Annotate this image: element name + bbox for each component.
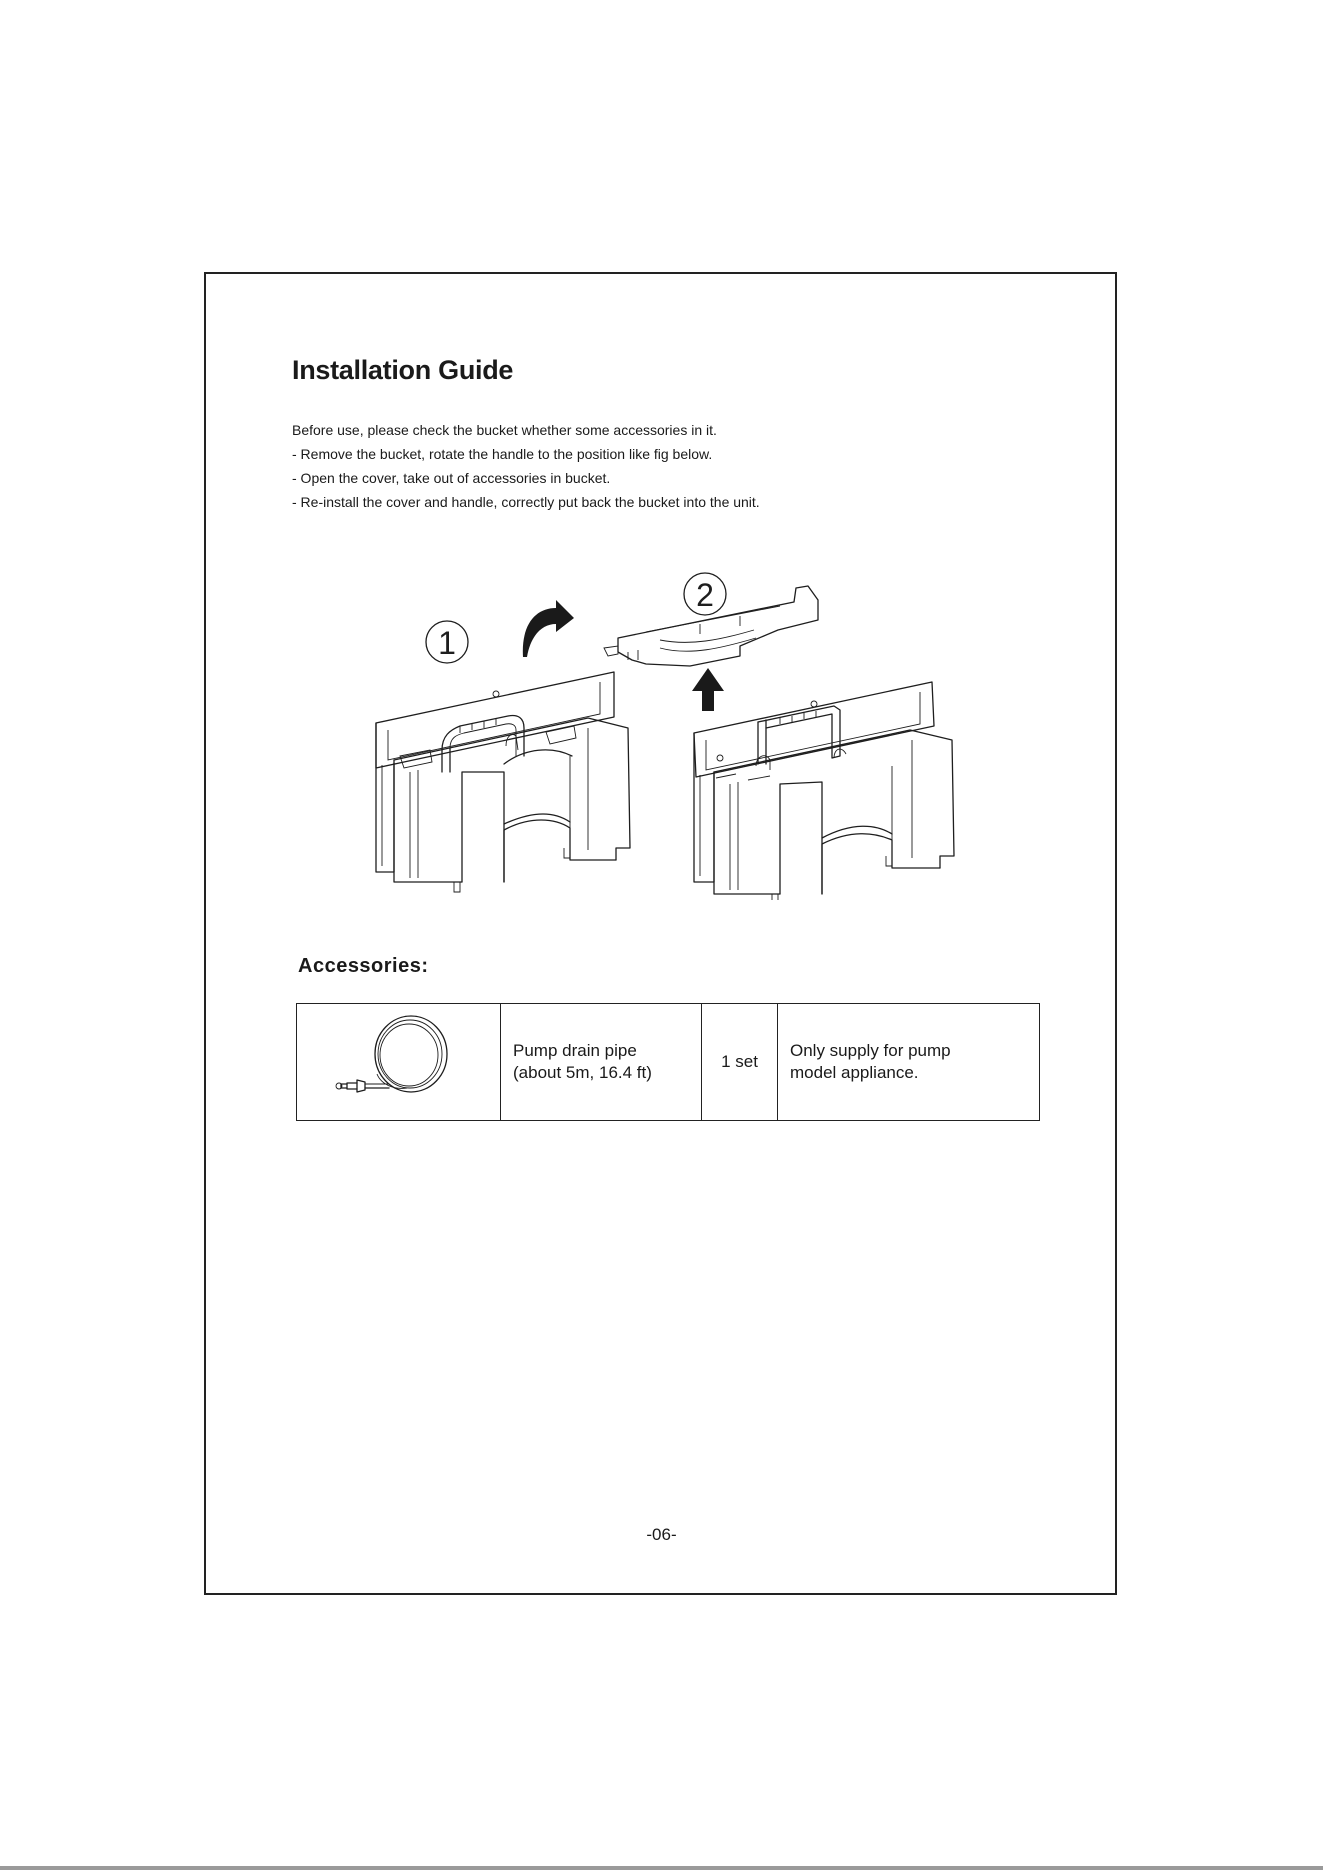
accessories-table xyxy=(296,1003,1040,1121)
accessory-quantity-cell xyxy=(702,1004,778,1121)
scan-edge xyxy=(0,1866,1323,1870)
installation-figure xyxy=(360,560,980,900)
accessory-quantity: 1 set xyxy=(721,1052,758,1071)
up-arrow-icon xyxy=(692,668,724,711)
instruction-list xyxy=(292,418,760,514)
table-row xyxy=(297,1004,1040,1121)
step2-number: 2 xyxy=(696,577,714,613)
instruction-line: - Re-install the cover and handle, correctly put back the bucket into the unit. xyxy=(292,494,760,510)
accessory-note-continued: model appliance. xyxy=(790,1063,919,1082)
page-title: Installation Guide xyxy=(292,355,514,385)
instruction-line: Before use, please check the bucket whether some accessories in it. xyxy=(292,422,717,438)
accessory-note: Only supply for pump xyxy=(790,1041,951,1060)
accessory-note-cell xyxy=(778,1004,1040,1121)
instruction-line: - Remove the bucket, rotate the handle to the position like fig below. xyxy=(292,446,713,462)
accessories-title: Accessories: xyxy=(298,955,429,977)
bucket-illustration xyxy=(694,682,954,900)
step1-number: 1 xyxy=(438,625,456,661)
curved-arrow-icon xyxy=(523,600,574,657)
accessory-name-detail: (about 5m, 16.4 ft) xyxy=(513,1063,652,1082)
accessory-image-cell xyxy=(297,1004,501,1121)
bucket-illustration xyxy=(376,672,630,892)
instruction-line: - Open the cover, take out of accessories in bucket. xyxy=(292,470,611,486)
step2-marker xyxy=(684,573,726,615)
page-number: -06- xyxy=(646,1525,677,1544)
drain-pipe-icon xyxy=(309,1004,488,1114)
step1-marker xyxy=(426,621,468,663)
accessory-name-cell xyxy=(501,1004,702,1121)
accessory-name: Pump drain pipe xyxy=(513,1041,637,1060)
